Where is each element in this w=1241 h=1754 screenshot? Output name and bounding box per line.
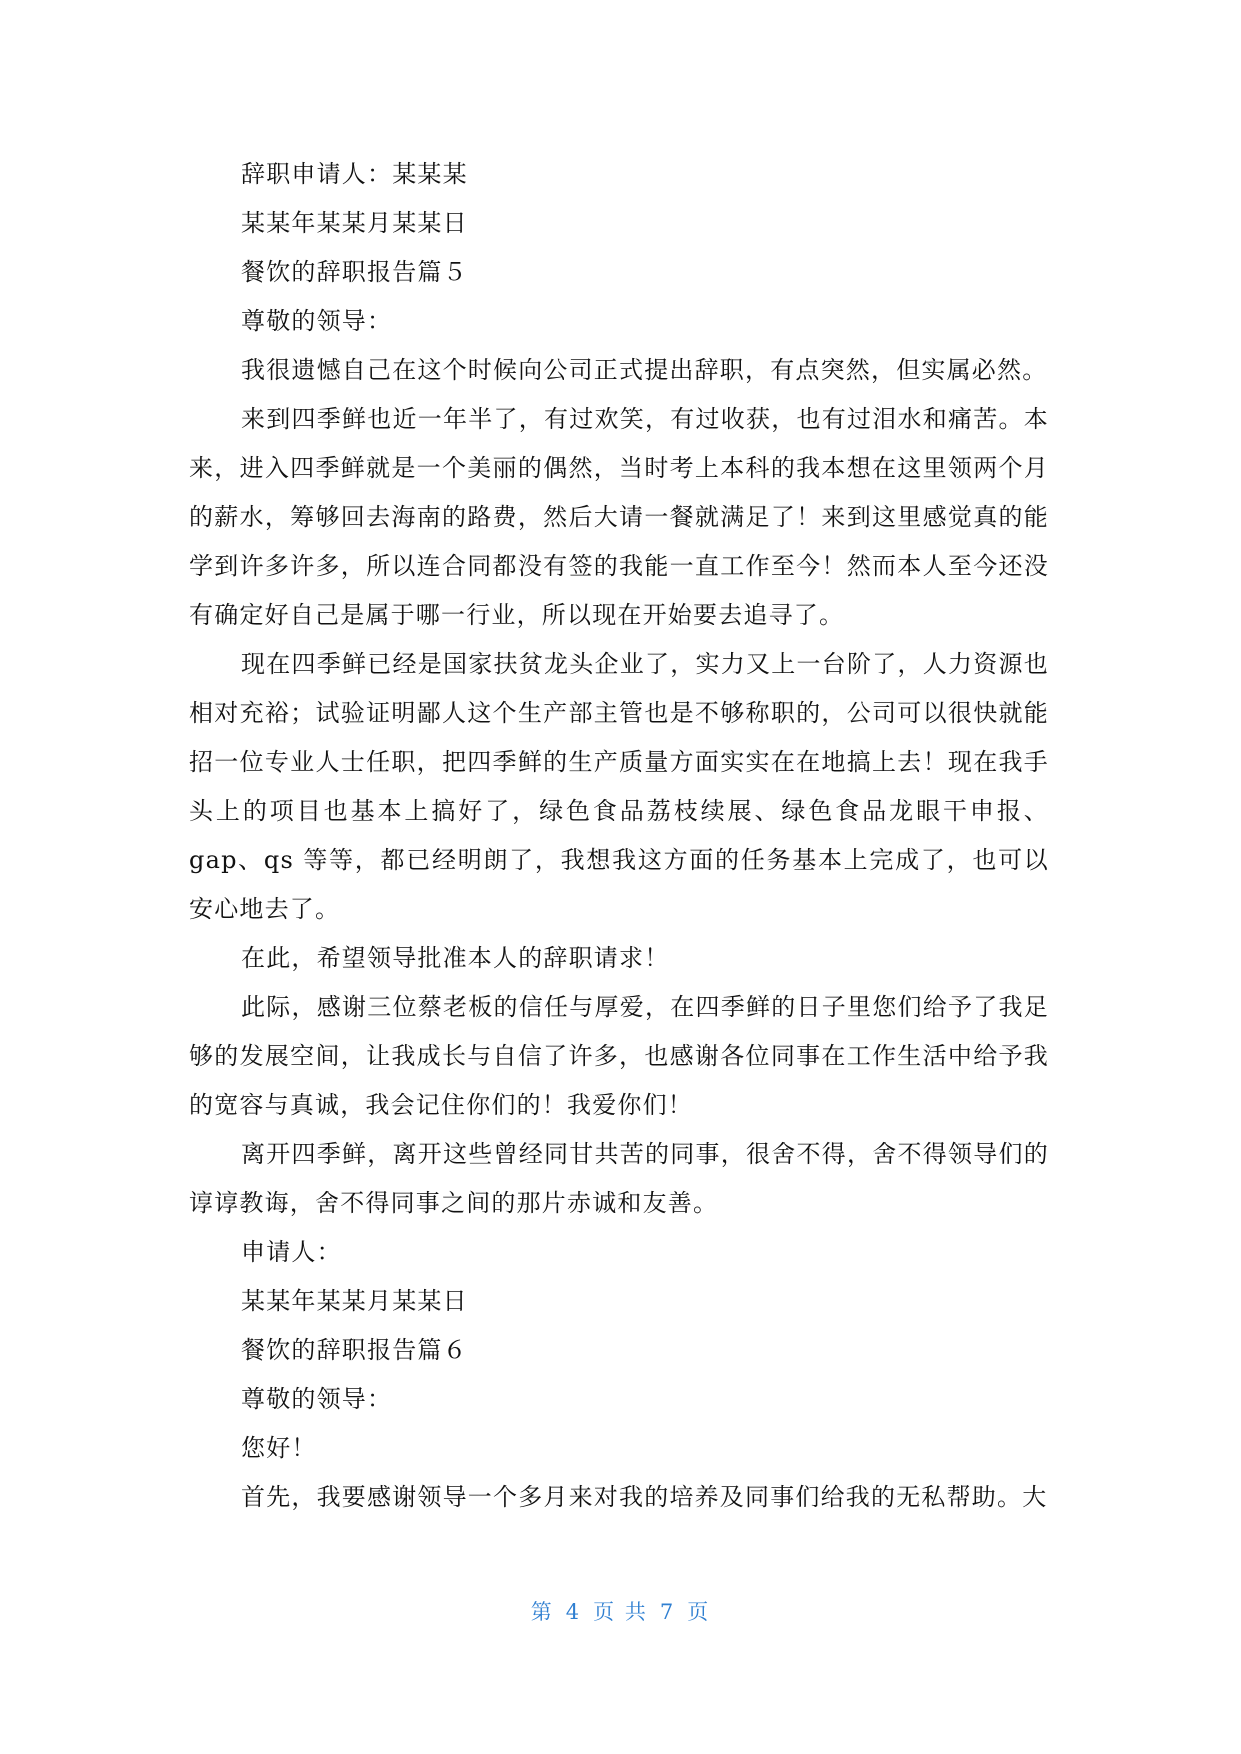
- salutation: 尊敬的领导：: [241, 307, 393, 335]
- footer-page-label: 第: [530, 1600, 554, 1624]
- document-body: [189, 150, 1049, 1522]
- greeting: 您好！: [241, 1434, 317, 1462]
- applicant-signature: 辞职申请人：某某某: [241, 160, 468, 188]
- footer-current-page: 4: [565, 1600, 582, 1624]
- footer-total-pages: 7: [659, 1600, 676, 1624]
- page-footer: [0, 1596, 1241, 1626]
- applicant-label: 申请人：: [241, 1238, 342, 1266]
- paragraph: 我很遗憾自己在这个时候向公司正式提出辞职，有点突然，但实属必然。: [241, 356, 1048, 384]
- salutation: 尊敬的领导：: [241, 1385, 393, 1413]
- footer-end-label: 页: [687, 1600, 711, 1624]
- section-title: 餐饮的辞职报告篇５: [241, 258, 468, 286]
- section-title: 餐饮的辞职报告篇６: [241, 1336, 468, 1364]
- date-line: 某某年某某月某某日: [241, 209, 468, 237]
- paragraph: 离开四季鲜，离开这些曾经同甘共苦的同事，很舍不得，舍不得领导们的谆谆教诲，舍不得同事之间的那片赤诚和友善。: [189, 1140, 1049, 1217]
- date-line: 某某年某某月某某日: [241, 1287, 468, 1315]
- paragraph: 现在四季鲜已经是国家扶贫龙头企业了，实力又上一台阶了，人力资源也相对充裕；试验证明鄙人这个生产部主管也是不够称职的，公司可以很快就能招一位专业人士任职，把四季鲜的生产质量方面实实在在地搞上去！现在我手头上的项目也基本上搞好了，绿色食品荔枝续展、绿色食品龙眼干申报、gap、qs 等等，都已经明朗了，我想我这方面的任务基本上完成了，也可以安心地去了。: [189, 650, 1049, 923]
- paragraph: 此际，感谢三位蔡老板的信任与厚爱，在四季鲜的日子里您们给予了我足够的发展空间，让我成长与自信了许多，也感谢各位同事在工作生活中给予我的宽容与真诚，我会记住你们的！我爱你们！: [189, 993, 1049, 1119]
- paragraph: 在此，希望领导批准本人的辞职请求！: [241, 944, 670, 972]
- paragraph: 首先，我要感谢领导一个多月来对我的培养及同事们给我的无私帮助。大: [241, 1483, 1048, 1511]
- footer-of-label: 页 共: [593, 1600, 648, 1624]
- paragraph: 来到四季鲜也近一年半了，有过欢笑，有过收获，也有过泪水和痛苦。本来，进入四季鲜就是一个美丽的偶然，当时考上本科的我本想在这里领两个月的薪水，筹够回去海南的路费，然后大请一餐就满足了！来到这里感觉真的能学到许多许多，所以连合同都没有签的我能一直工作至今！然而本人至今还没有确定好自己是属于哪一行业，所以现在开始要去追寻了。: [189, 405, 1049, 629]
